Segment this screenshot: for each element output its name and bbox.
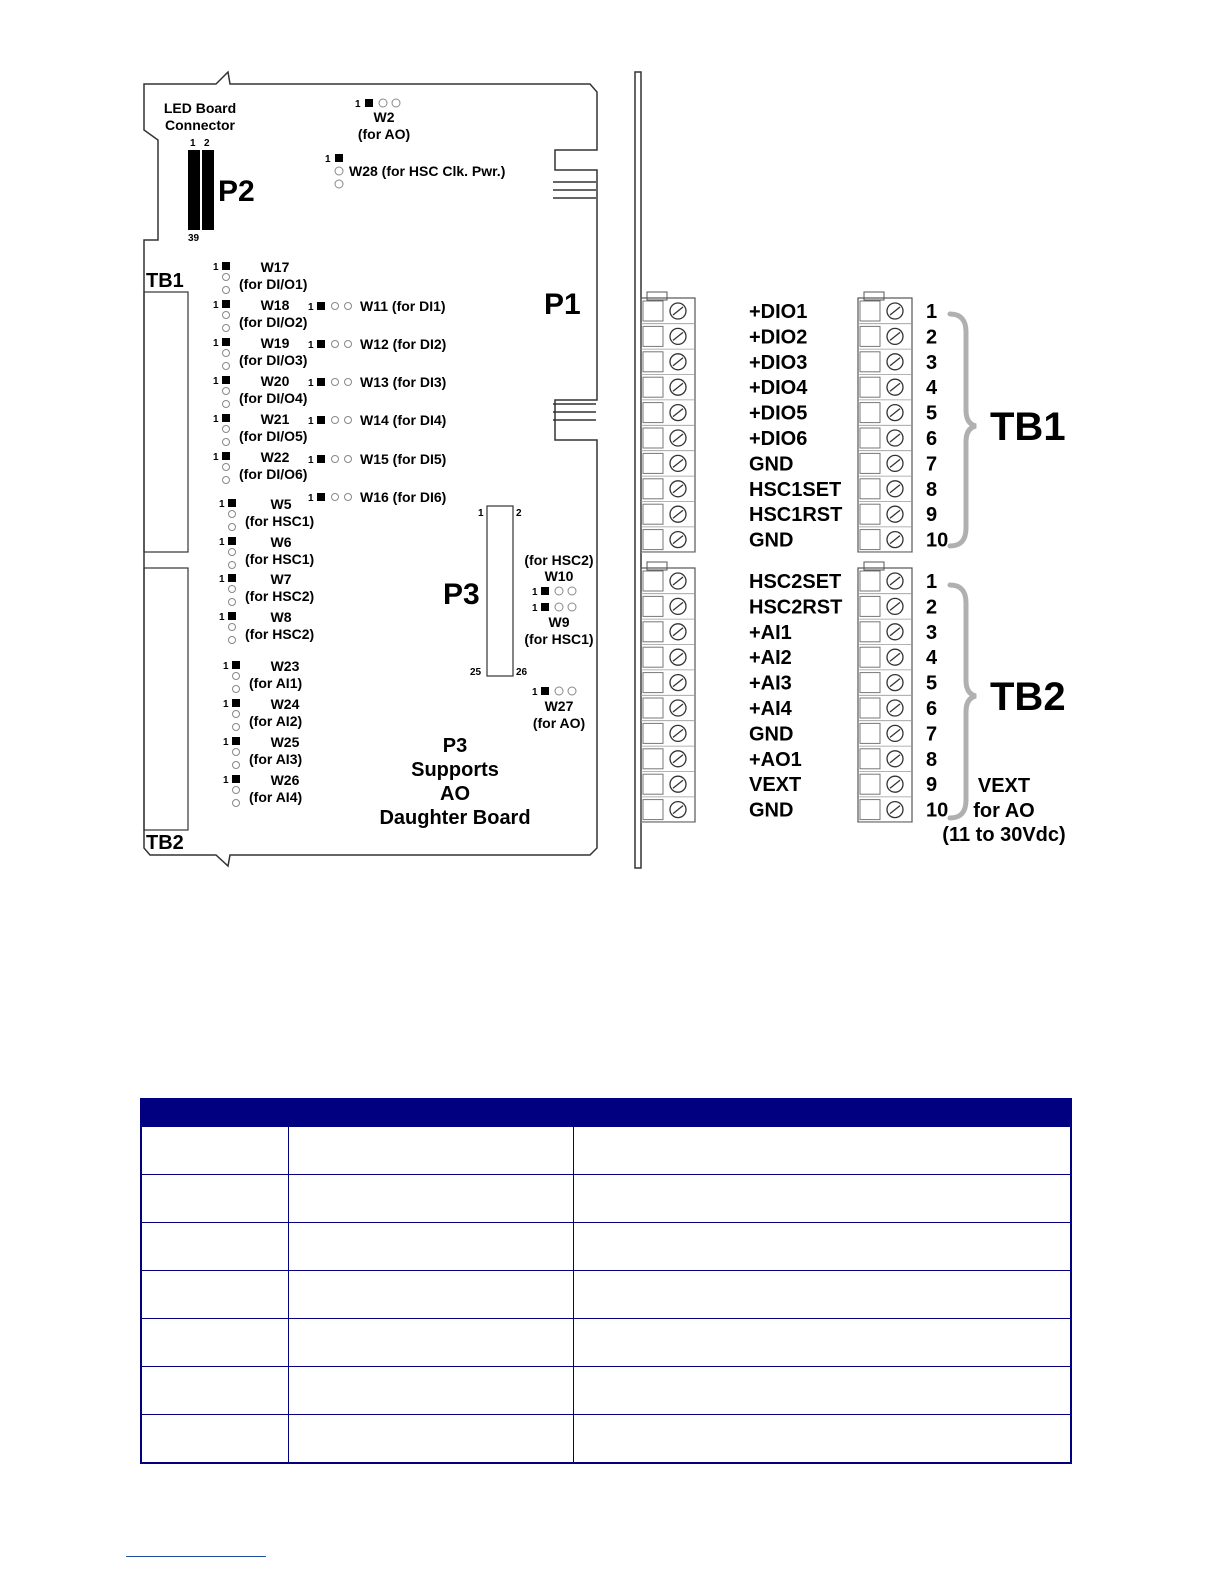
di-jumper-pin-2 <box>332 456 339 463</box>
terminal-signal-label: HSC1SET <box>749 478 842 501</box>
di-jumper-pin-3 <box>345 303 352 310</box>
jumper-pin-square <box>228 574 236 582</box>
p3-note-line4: Daughter Board <box>379 807 531 829</box>
jumper-pin-square <box>228 612 236 620</box>
terminal-signal-label: +DIO4 <box>749 377 808 400</box>
w9-pin-square <box>541 603 549 611</box>
tb1-bracket <box>950 314 976 546</box>
terminal-signal-label: VEXT <box>749 774 802 797</box>
di-jumper-pin-2 <box>332 417 339 424</box>
w27-sub: (for AO) <box>532 715 586 731</box>
terminal-slot <box>643 698 663 718</box>
jumper-pin-3 <box>229 637 236 644</box>
terminal-signal-label: +AI3 <box>749 672 792 695</box>
terminal-pin-number: 8 <box>926 748 938 771</box>
table-header-cell <box>141 1099 288 1127</box>
jumper-pin-2 <box>233 711 240 718</box>
terminal-slot <box>860 453 880 473</box>
di-jumper-pin-3 <box>345 341 352 348</box>
terminal-block-tab <box>864 562 884 570</box>
jumper-name: W21 <box>260 411 290 427</box>
w27-pin-1: 1 <box>532 687 538 698</box>
tb2-title: TB2 <box>990 675 1066 719</box>
w9-sub: (for HSC1) <box>524 631 594 647</box>
jumper-pin-1-label: 1 <box>219 499 225 510</box>
jumper-name: W6 <box>270 534 292 550</box>
terminal-slot <box>860 800 880 820</box>
jumper-pin-3 <box>229 562 236 569</box>
terminal-slot <box>643 723 663 743</box>
tb2-bracket <box>950 585 976 818</box>
jumper-pin-3 <box>223 287 230 294</box>
table-cell <box>288 1175 573 1223</box>
p3-connector <box>487 506 513 676</box>
jumper-pin-1-label: 1 <box>223 737 229 748</box>
jumper-sub: (for HSC1) <box>245 551 315 567</box>
jumper-pin-2 <box>233 673 240 680</box>
jumper-name: W20 <box>260 373 290 389</box>
w2-label: W2 <box>373 109 395 125</box>
di-jumper-pin-3 <box>345 417 352 424</box>
table-cell <box>141 1223 288 1271</box>
jumper-pin-1-label: 1 <box>213 262 219 273</box>
pinout-table <box>140 1098 1072 1464</box>
w10-pin-1: 1 <box>532 587 538 598</box>
w9-label: W9 <box>548 614 570 630</box>
w27-pin-3 <box>568 687 576 695</box>
w27-pin-square <box>541 687 549 695</box>
jumper-pin-square <box>222 452 230 460</box>
table-cell <box>573 1127 1071 1175</box>
terminal-pin-number: 9 <box>926 774 938 797</box>
vext-note-line3: (11 to 30Vdc) <box>942 824 1066 846</box>
w10-pin-2 <box>555 587 563 595</box>
table-row <box>141 1175 1071 1223</box>
jumper-pin-square <box>228 537 236 545</box>
terminal-slot <box>860 377 880 397</box>
di-jumper-pin-square <box>317 340 325 348</box>
table-cell <box>288 1127 573 1175</box>
di-jumper-pin-3 <box>345 456 352 463</box>
terminal-pin-number: 6 <box>926 698 938 720</box>
signal-labels-group <box>749 301 948 822</box>
table-cell <box>573 1415 1071 1464</box>
p3-note-line1: P3 <box>442 735 468 757</box>
terminal-signal-label: GND <box>749 799 794 822</box>
table-cell <box>573 1223 1071 1271</box>
jumper-sub: (for AI1) <box>249 675 303 691</box>
jumper-pin-3 <box>223 325 230 332</box>
table-cell <box>573 1175 1071 1223</box>
terminal-signal-label: +AO1 <box>749 748 802 771</box>
terminal-slot <box>643 622 663 642</box>
table-cell <box>288 1415 573 1464</box>
jumper-pin-2 <box>233 749 240 756</box>
w28-pin-3 <box>335 180 343 188</box>
edge-notch-mid <box>553 404 596 420</box>
jumper-sub: (for AI2) <box>249 713 303 729</box>
w28-pin-2 <box>335 167 343 175</box>
terminal-block-tab <box>864 292 884 300</box>
p2-label: P2 <box>218 175 255 208</box>
terminal-slot <box>860 352 880 372</box>
di-jumper-pin-1-label: 1 <box>308 378 314 389</box>
jumper-pin-3 <box>233 724 240 731</box>
jumper-sub: (for DI/O2) <box>239 314 308 330</box>
board-tb1-block <box>144 292 188 552</box>
jumper-name: W5 <box>270 496 292 512</box>
di-jumper-pin-square <box>317 416 325 424</box>
w10-top: (for HSC2) <box>524 552 594 568</box>
jumper-sub: (for DI/O5) <box>239 428 308 444</box>
di-jumper-label: W15 (for DI5) <box>360 451 447 467</box>
jumper-sub: (for AI3) <box>249 751 303 767</box>
di-jumper-pin-2 <box>332 379 339 386</box>
led-connector-label: LED Board <box>163 100 237 116</box>
terminal-signal-label: GND <box>749 529 794 552</box>
jumper-pin-square <box>232 737 240 745</box>
jumper-name: W25 <box>270 734 300 750</box>
di-jumper-pin-square <box>317 302 325 310</box>
table-header-cell <box>288 1099 573 1127</box>
jumper-pin-3 <box>229 524 236 531</box>
jumper-name: W17 <box>260 259 290 275</box>
p3-pin-26: 26 <box>516 667 528 678</box>
jumper-name: W23 <box>270 658 300 674</box>
terminal-block-tab <box>647 292 667 300</box>
terminal-slot <box>860 504 880 524</box>
di-jumper-pin-1-label: 1 <box>308 416 314 427</box>
jumper-sub: (for HSC2) <box>245 588 315 604</box>
terminal-signal-label: GND <box>749 453 794 476</box>
p3-pin-1: 1 <box>478 508 484 519</box>
terminal-pin-number: 7 <box>926 723 938 746</box>
terminal-signal-label: +AI1 <box>749 621 792 644</box>
di-jumper-pin-square <box>317 493 325 501</box>
di-jumper-label: W11 (for DI1) <box>360 298 446 314</box>
jumper-pin-1-label: 1 <box>213 300 219 311</box>
terminal-signal-label: +DIO1 <box>749 301 808 323</box>
p1-label: P1 <box>544 288 581 321</box>
terminal-slot <box>643 749 663 769</box>
terminal-slot <box>860 571 880 591</box>
jumper-pin-square <box>222 300 230 308</box>
terminal-slot <box>643 673 663 693</box>
led-connector-label-2: Connector <box>165 117 235 133</box>
p2-pin-39: 39 <box>188 233 200 244</box>
table-cell <box>573 1271 1071 1319</box>
terminal-signal-label: HSC1RST <box>749 504 843 527</box>
terminal-pin-number: 2 <box>926 326 938 349</box>
terminal-pin-number: 7 <box>926 453 938 476</box>
jumper-sub: (for HSC1) <box>245 513 315 529</box>
table-cell <box>141 1271 288 1319</box>
di-jumper-pin-2 <box>332 341 339 348</box>
table-row <box>141 1319 1071 1367</box>
table-cell <box>573 1319 1071 1367</box>
terminal-slot <box>860 326 880 346</box>
terminal-slot <box>643 403 663 423</box>
jumper-pin-square <box>232 775 240 783</box>
terminal-slot <box>643 774 663 794</box>
jumper-pin-1-label: 1 <box>213 376 219 387</box>
vext-note-line1: VEXT <box>977 775 1031 797</box>
jumper-pin-2 <box>233 787 240 794</box>
p2-connector-col-b <box>202 150 214 230</box>
w9-pin-3 <box>568 603 576 611</box>
jumper-sub: (for DI/O1) <box>239 276 308 292</box>
terminal-pin-number: 3 <box>926 621 938 644</box>
terminal-signal-label: HSC2RST <box>749 596 843 619</box>
jumper-pin-2 <box>229 586 236 593</box>
jumper-pin-2 <box>223 464 230 471</box>
jumper-name: W19 <box>260 335 290 351</box>
jumper-pin-2 <box>223 274 230 281</box>
jumper-pin-1-label: 1 <box>223 661 229 672</box>
terminal-slot <box>860 622 880 642</box>
terminal-pin-number: 5 <box>926 672 938 695</box>
terminal-slot <box>860 723 880 743</box>
w10-pin-3 <box>568 587 576 595</box>
table-row <box>141 1367 1071 1415</box>
p2-connector-col-a <box>188 150 200 230</box>
w9-pin-1: 1 <box>532 603 538 614</box>
terminal-slot <box>643 647 663 667</box>
terminal-signal-label: +DIO2 <box>749 326 808 349</box>
jumper-pin-1-label: 1 <box>213 414 219 425</box>
jumper-name: W24 <box>270 696 300 712</box>
terminal-signal-label: GND <box>749 723 794 746</box>
w27-pin-2 <box>555 687 563 695</box>
p3-note-line2: Supports <box>411 759 499 781</box>
table-cell <box>141 1175 288 1223</box>
jumper-pin-1-label: 1 <box>213 452 219 463</box>
terminal-slot <box>643 504 663 524</box>
jumper-pin-square <box>232 661 240 669</box>
terminal-slot <box>643 326 663 346</box>
w2-pin-2 <box>379 99 387 107</box>
terminal-slot <box>860 428 880 448</box>
jumper-pin-2 <box>223 388 230 395</box>
terminal-pin-number: 10 <box>926 529 949 552</box>
jumpers-left-group <box>213 259 314 807</box>
terminal-signal-label: +DIO3 <box>749 351 808 374</box>
w9-pin-2 <box>555 603 563 611</box>
jumper-pin-2 <box>223 350 230 357</box>
di-jumper-pin-2 <box>332 494 339 501</box>
di-jumper-pin-1-label: 1 <box>308 455 314 466</box>
terminal-pin-number: 5 <box>926 402 938 425</box>
table-cell <box>288 1271 573 1319</box>
terminal-slot <box>643 352 663 372</box>
w2-pin-square <box>365 99 373 107</box>
jumper-name: W26 <box>270 772 300 788</box>
terminal-slot <box>860 530 880 550</box>
jumper-sub: (for DI/O4) <box>239 390 308 406</box>
jumper-pin-1-label: 1 <box>223 775 229 786</box>
w27-label: W27 <box>544 698 574 714</box>
p2-pin-1: 1 <box>190 138 196 149</box>
board-tb2-block <box>144 568 188 830</box>
board-tb1-label: TB1 <box>146 270 184 292</box>
table-header-cell <box>573 1099 1071 1127</box>
w28-pin-1: 1 <box>325 154 331 165</box>
terminal-slot <box>860 479 880 499</box>
jumper-pin-2 <box>229 511 236 518</box>
footer-divider <box>126 1556 266 1557</box>
di-jumper-label: W16 (for DI6) <box>360 489 447 505</box>
front-panel <box>635 72 641 868</box>
w2-pin-1: 1 <box>355 99 361 110</box>
di-jumper-pin-square <box>317 378 325 386</box>
table-header-row <box>141 1099 1071 1127</box>
jumper-pin-2 <box>223 312 230 319</box>
di-jumper-pin-1-label: 1 <box>308 340 314 351</box>
di-jumper-pin-3 <box>345 379 352 386</box>
p3-note-line3: AO <box>440 783 470 805</box>
terminal-slot <box>643 800 663 820</box>
terminal-signal-label: +DIO5 <box>749 402 808 425</box>
jumper-pin-3 <box>223 439 230 446</box>
jumper-sub: (for DI/O3) <box>239 352 308 368</box>
terminal-slot <box>860 749 880 769</box>
jumper-pin-3 <box>233 762 240 769</box>
terminal-pin-number: 1 <box>926 301 938 323</box>
terminal-pin-number: 8 <box>926 478 938 501</box>
di-jumper-pin-1-label: 1 <box>308 493 314 504</box>
jumper-name: W18 <box>260 297 290 313</box>
terminal-slot <box>643 596 663 616</box>
terminal-signal-label: +DIO6 <box>749 428 808 450</box>
table-row <box>141 1415 1071 1464</box>
terminal-signal-label: HSC2SET <box>749 571 842 593</box>
jumper-pin-3 <box>223 477 230 484</box>
table-cell <box>141 1367 288 1415</box>
terminal-slot <box>860 673 880 693</box>
terminal-slot <box>860 596 880 616</box>
table-row <box>141 1127 1071 1175</box>
jumper-pin-3 <box>229 599 236 606</box>
di-jumper-pin-3 <box>345 494 352 501</box>
jumper-pin-square <box>228 499 236 507</box>
table-cell <box>288 1319 573 1367</box>
terminal-slot <box>643 571 663 591</box>
jumper-pin-square <box>222 338 230 346</box>
table-row <box>141 1223 1071 1271</box>
edge-notch-top <box>553 182 596 198</box>
jumper-pin-square <box>222 414 230 422</box>
terminal-block-tab <box>647 562 667 570</box>
jumper-sub: (for HSC2) <box>245 626 315 642</box>
terminal-pin-number: 3 <box>926 351 938 374</box>
terminal-slot <box>643 428 663 448</box>
vext-note-line2: for AO <box>973 800 1035 822</box>
di-jumper-pin-1-label: 1 <box>308 302 314 313</box>
terminal-pin-number: 6 <box>926 428 938 450</box>
di-jumper-label: W13 (for DI3) <box>360 374 447 390</box>
table-row <box>141 1271 1071 1319</box>
terminal-pin-number: 4 <box>926 647 938 670</box>
terminal-pin-number: 2 <box>926 596 938 619</box>
terminal-signal-label: +AI4 <box>749 698 792 720</box>
jumper-pin-3 <box>223 363 230 370</box>
jumper-sub: (for DI/O6) <box>239 466 308 482</box>
w10-label: W10 <box>544 568 574 584</box>
table-cell <box>288 1367 573 1415</box>
jumper-pin-square <box>222 376 230 384</box>
w2-pin-3 <box>392 99 400 107</box>
terminal-slot <box>643 453 663 473</box>
jumper-pin-square <box>222 262 230 270</box>
p3-pin-25: 25 <box>470 667 482 678</box>
jumpers-di-group <box>308 298 446 505</box>
terminal-signal-label: +AI2 <box>749 647 792 670</box>
jumper-pin-3 <box>233 800 240 807</box>
terminal-slot <box>643 530 663 550</box>
jumper-pin-1-label: 1 <box>219 612 225 623</box>
terminal-pin-number: 1 <box>926 571 938 593</box>
table-cell <box>141 1319 288 1367</box>
table-cell <box>288 1223 573 1271</box>
jumper-pin-2 <box>223 426 230 433</box>
terminal-slot <box>643 479 663 499</box>
terminal-slot <box>643 377 663 397</box>
terminal-pin-number: 4 <box>926 377 938 400</box>
jumper-pin-1-label: 1 <box>219 537 225 548</box>
p3-label: P3 <box>443 578 480 611</box>
terminal-pin-number: 9 <box>926 504 938 527</box>
di-jumper-label: W12 (for DI2) <box>360 336 447 352</box>
w28-label: W28 (for HSC Clk. Pwr.) <box>349 163 506 179</box>
di-jumper-pin-square <box>317 455 325 463</box>
jumper-pin-1-label: 1 <box>219 574 225 585</box>
jumper-pin-square <box>232 699 240 707</box>
jumper-pin-1-label: 1 <box>213 338 219 349</box>
terminal-slot <box>860 647 880 667</box>
p3-pin-2: 2 <box>516 508 522 519</box>
table-cell <box>141 1415 288 1464</box>
jumper-pin-3 <box>223 401 230 408</box>
w28-pin-square <box>335 154 343 162</box>
tb1-title: TB1 <box>990 405 1066 449</box>
w10-pin-square <box>541 587 549 595</box>
jumper-pin-2 <box>229 624 236 631</box>
terminal-slot <box>860 774 880 794</box>
board-tb2-label: TB2 <box>146 832 184 854</box>
jumper-name: W8 <box>270 609 292 625</box>
terminal-pin-number: 10 <box>926 799 949 822</box>
jumper-pin-3 <box>233 686 240 693</box>
di-jumper-pin-2 <box>332 303 339 310</box>
terminal-slot <box>860 698 880 718</box>
table-cell <box>141 1127 288 1175</box>
di-jumper-label: W14 (for DI4) <box>360 412 447 428</box>
table-cell <box>573 1367 1071 1415</box>
jumper-pin-1-label: 1 <box>223 699 229 710</box>
jumper-sub: (for AI4) <box>249 789 303 805</box>
terminal-slot <box>643 301 663 321</box>
terminal-slot <box>860 301 880 321</box>
w2-sub: (for AO) <box>357 126 411 142</box>
jumper-name: W22 <box>260 449 290 465</box>
p2-pin-2: 2 <box>204 138 210 149</box>
jumper-name: W7 <box>270 571 292 587</box>
jumper-pin-2 <box>229 549 236 556</box>
terminal-slot <box>860 403 880 423</box>
